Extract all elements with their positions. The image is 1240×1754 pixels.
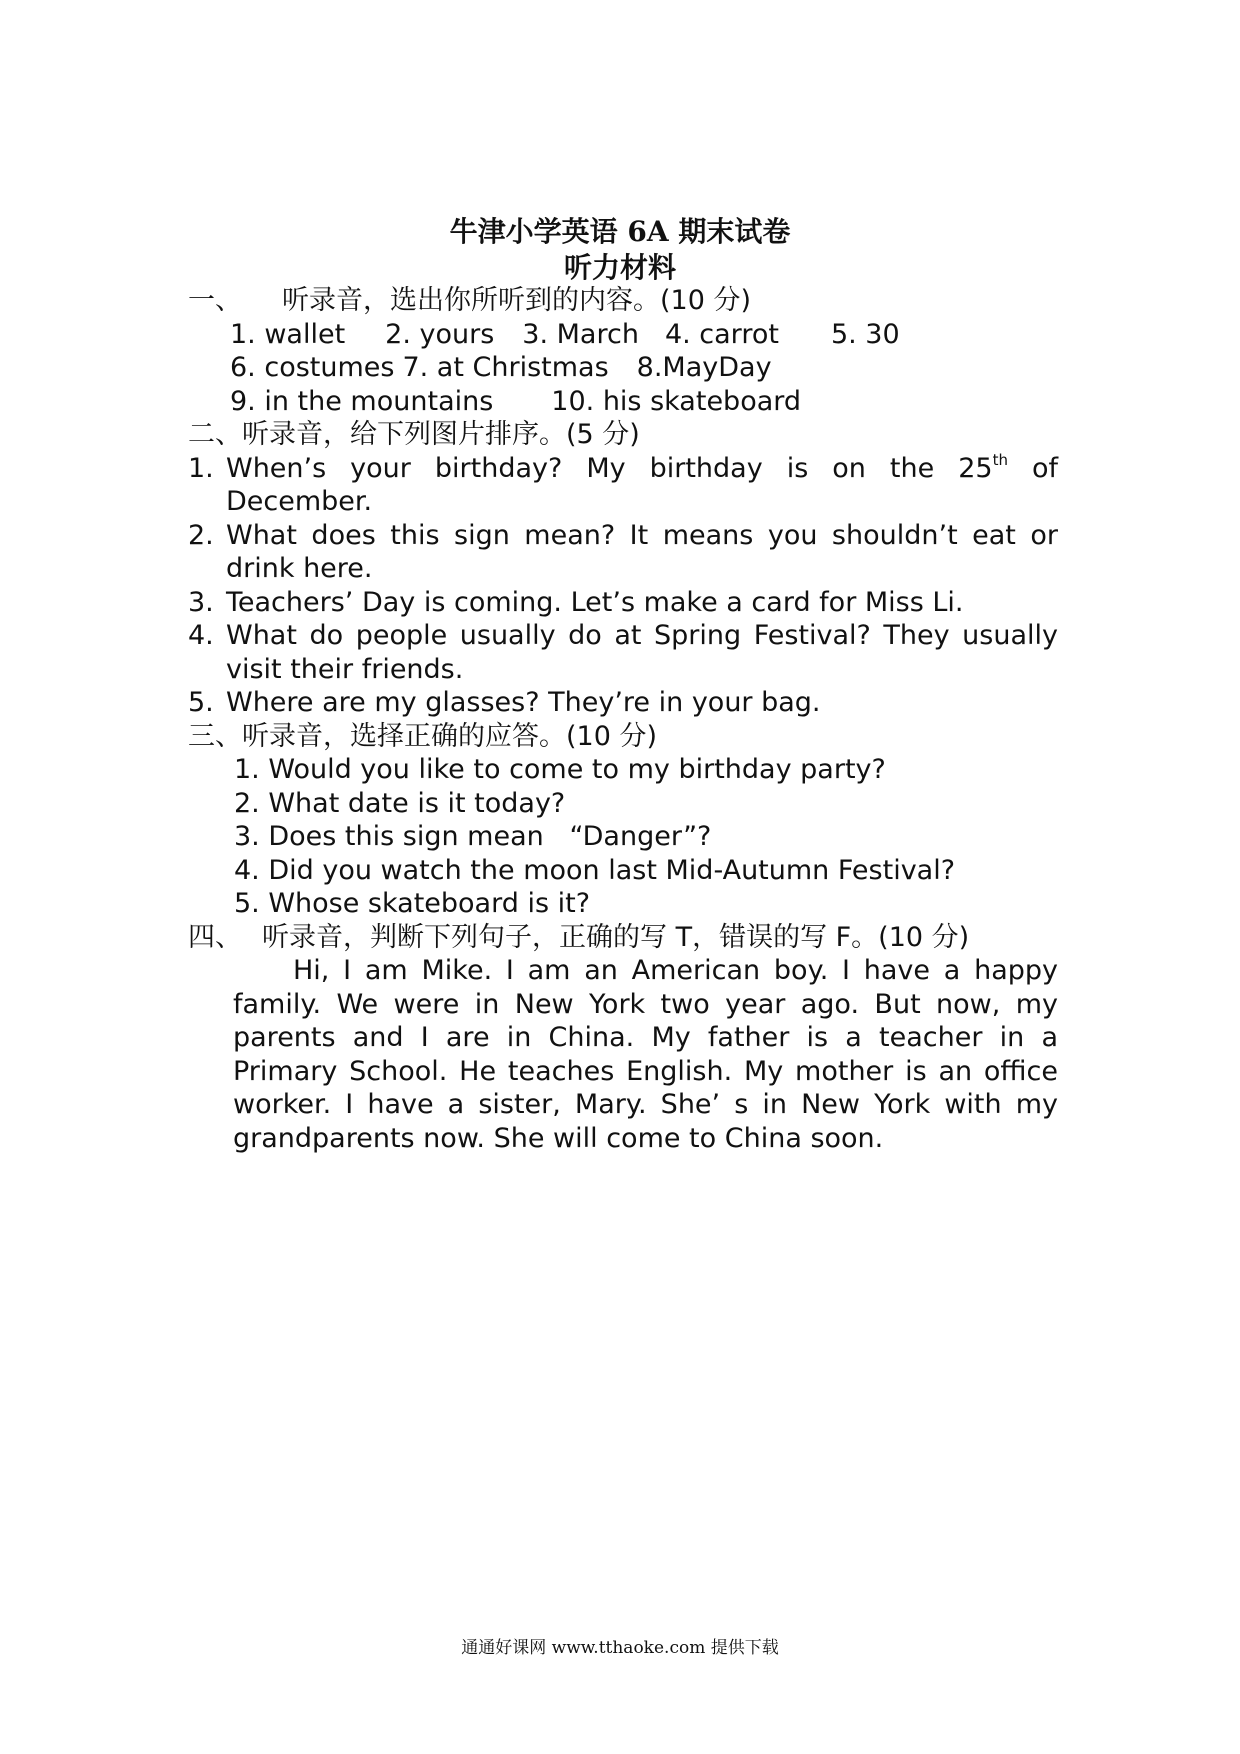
passage-text: Hi, I am Mike. I am an American boy. I have a happy family. We were in New York two year ago. But now, my parents and I are in China. My father is a teacher in a Primary School. He teaches English. My mother is an office worker. I have a sister, Mary. She’ s in New York with my grandparents now. She will come to China soon.	[233, 955, 1058, 1154]
section-2-heading: 二、听录音，给下列图片排序。(5 分)	[188, 419, 640, 450]
option: 4. carrot	[664, 318, 779, 350]
option: 5. 30	[830, 318, 900, 350]
option: 7. at Christmas	[402, 352, 609, 383]
page-title: 牛津小学英语 6A 期末试卷	[449, 215, 791, 248]
section-1-row-1	[188, 318, 1058, 352]
option: 10. his skateboard	[551, 385, 802, 417]
option: 1. wallet	[230, 318, 346, 350]
list-item: 1. When’s your birthday? My birthday is on the 25th of December.	[188, 450, 1058, 517]
section-3-heading: 三、听录音，选择正确的应答。(10 分)	[188, 720, 658, 752]
superscript: th	[992, 450, 1008, 469]
option: 6. costumes	[230, 352, 395, 383]
section-1-row-3	[188, 385, 1058, 419]
section-1-number: 一、	[188, 285, 242, 316]
exam-content	[188, 284, 1058, 1155]
option: 3. March	[522, 318, 639, 350]
section-4-title: 听录音，判断下列句子，正确的写 T，错误的写 F。(10 分)	[262, 921, 970, 953]
section-4-heading	[188, 921, 1058, 955]
list-item: 3. Teachers’ Day is coming. Let’s make a card for Miss Li.	[188, 586, 964, 618]
list-item: 4. What do people usually do at Spring Festival? They usually visit their friends.	[188, 620, 1058, 685]
option: 2. yours	[385, 318, 495, 350]
page-subtitle: 听力材料	[563, 251, 676, 284]
list-item: 4. Did you watch the moon last Mid-Autumn Festival?	[234, 854, 956, 886]
list-item: 5. Where are my glasses? They’re in your bag.	[188, 687, 821, 718]
section-1-row-2	[188, 351, 1058, 385]
page-footer: 通通好课网 www.tthaoke.com 提供下载	[461, 1638, 779, 1658]
option: 9. in the mountains	[230, 385, 494, 417]
list-item: 1. Would you like to come to my birthday party?	[234, 754, 886, 785]
listening-passage	[188, 954, 1058, 1155]
list-item: 2. What does this sign mean? It means you shouldn’t eat or drink here.	[188, 519, 1058, 584]
list-item: 5. Whose skateboard is it?	[234, 888, 591, 919]
section-4-number: 四、	[188, 921, 242, 953]
section-1-heading	[188, 284, 1058, 318]
section-1-title: 听录音，选出你所听到的内容。(10 分)	[282, 285, 752, 316]
list-item: 3. Does this sign mean “Danger”?	[234, 821, 712, 852]
list-item: 2. What date is it today?	[234, 787, 566, 819]
option: 8.MayDay	[636, 352, 772, 383]
